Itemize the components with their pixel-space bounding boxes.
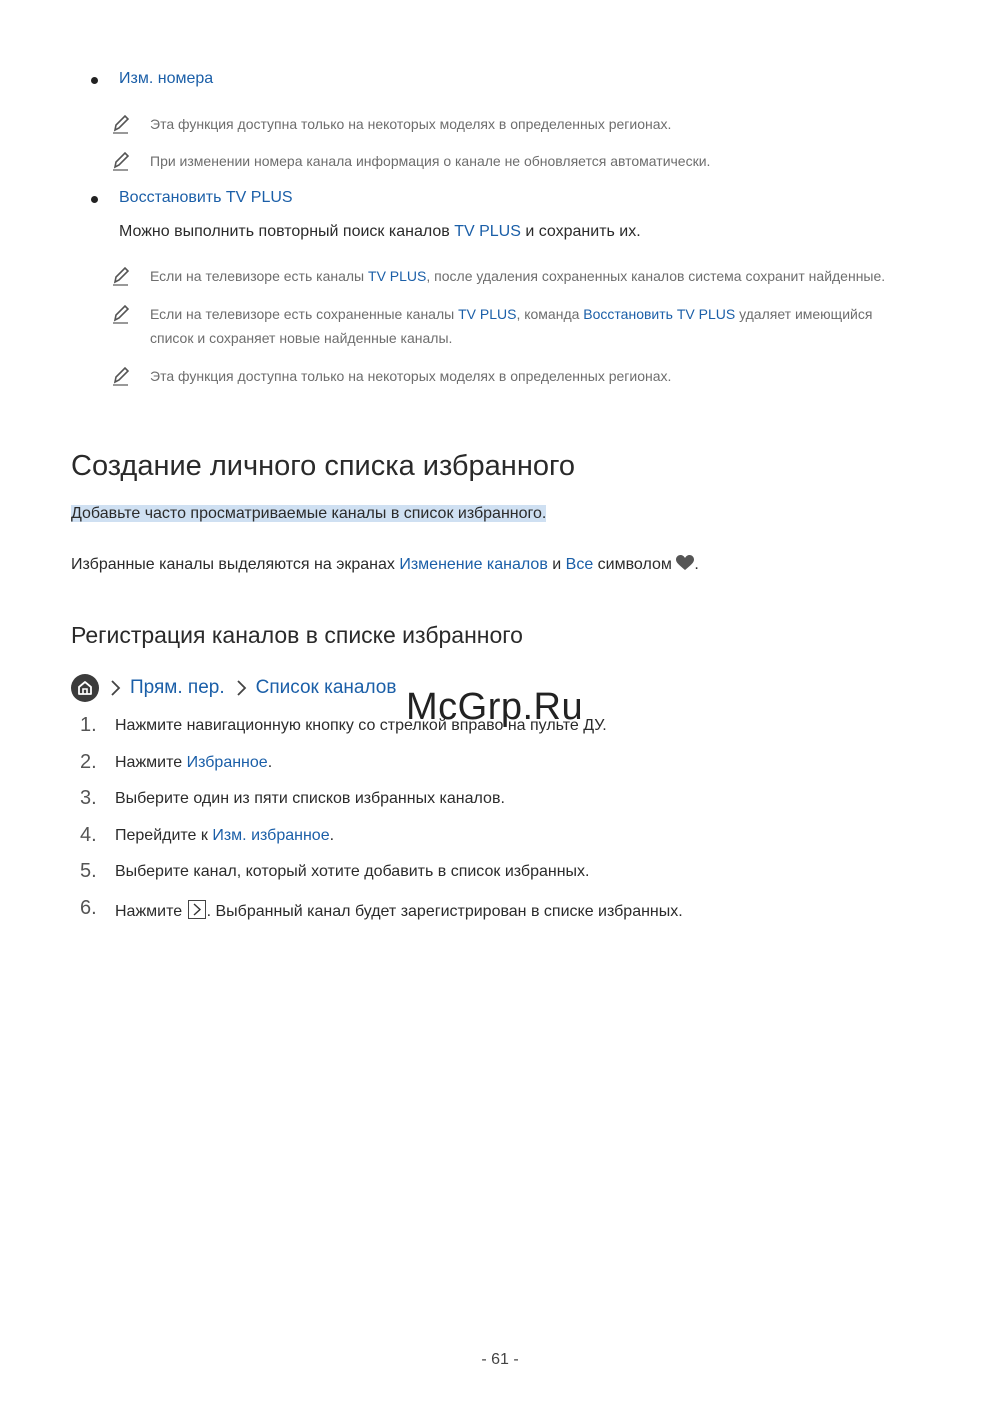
- step-number: 2.: [80, 751, 97, 773]
- note-text: Эта функция доступна только на некоторых моделях в определенных регионах.: [150, 116, 672, 132]
- step-number: 5.: [80, 860, 97, 882]
- text: удаляет имеющийся: [735, 306, 873, 322]
- text: , после удаления сохраненных каналов система сохранит найденные.: [426, 268, 886, 284]
- all-link: Все: [565, 556, 594, 573]
- highlight-text: Добавьте часто просматриваемые каналы в список избранного.: [71, 505, 547, 522]
- step-number: 1.: [80, 714, 97, 736]
- edit-channels-link: Изменение каналов: [399, 556, 548, 573]
- pencil-icon: [112, 266, 130, 286]
- chevron-right-icon: [105, 678, 125, 698]
- text: Можно выполнить повторный поиск каналов: [119, 223, 455, 240]
- subsection-title: Регистрация каналов в списке избранного: [71, 622, 523, 648]
- text: Перейдите к: [115, 827, 213, 844]
- item-title-change-number[interactable]: Изм. номера: [119, 70, 214, 87]
- step-number: 6.: [80, 897, 97, 919]
- favorites-description: [71, 555, 699, 574]
- highlighted-intro: [71, 505, 546, 523]
- text: Нажмите: [115, 903, 187, 920]
- item-title-restore-tvplus[interactable]: Восстановить TV PLUS: [119, 189, 293, 206]
- text: Нажмите: [115, 754, 187, 771]
- pencil-icon: [112, 304, 130, 324]
- bullet-dot: [91, 77, 98, 84]
- step-text: Выберите канал, который хотите добавить в список избранных.: [115, 863, 590, 880]
- text: и: [547, 556, 566, 573]
- bullet-dot: [91, 196, 98, 203]
- note-text: При изменении номера канала информация о канале не обновляется автоматически.: [150, 153, 711, 169]
- page-number: - 61 -: [481, 1351, 519, 1368]
- step-text: Выберите один из пяти списков избранных каналов.: [115, 790, 505, 807]
- text: список и сохраняет новые найденные каналы.: [150, 330, 453, 346]
- tvplus-link: TV PLUS: [454, 223, 521, 240]
- note-text: [150, 302, 920, 350]
- note-text: [150, 264, 920, 288]
- text: . Выбранный канал будет зарегистрирован в списке избранных.: [206, 903, 683, 920]
- step-number: 4.: [80, 824, 97, 846]
- right-arrow-button-icon: [188, 900, 206, 919]
- tvplus-link: TV PLUS: [458, 306, 517, 322]
- chevron-right-icon: [231, 678, 251, 698]
- edit-favorites-link: Изм. избранное: [212, 827, 330, 844]
- text: .: [329, 827, 335, 844]
- step-text: Нажмите навигационную кнопку со стрелкой вправо на пульте ДУ.: [115, 717, 607, 734]
- tvplus-link: TV PLUS: [368, 268, 427, 284]
- note-text: Эта функция доступна только на некоторых моделях в определенных регионах.: [150, 368, 672, 384]
- restore-description: [119, 223, 641, 241]
- breadcrumb-channel-list[interactable]: Список каналов: [255, 677, 397, 698]
- section-title: Создание личного списка избранного: [71, 450, 576, 482]
- text: , команда: [516, 306, 584, 322]
- restore-tvplus-link: Восстановить TV PLUS: [583, 306, 736, 322]
- text: .: [267, 754, 273, 771]
- step-number: 3.: [80, 787, 97, 809]
- step-text: [115, 827, 334, 845]
- pencil-icon: [112, 114, 130, 134]
- text: .: [694, 556, 699, 573]
- home-icon[interactable]: [71, 674, 99, 702]
- pencil-icon: [112, 366, 130, 386]
- breadcrumb-live-tv[interactable]: Прям. пер.: [130, 677, 225, 698]
- step-text: [115, 900, 683, 921]
- pencil-icon: [112, 151, 130, 171]
- text: Избранные каналы выделяются на экранах: [71, 556, 400, 573]
- favorites-link: Избранное: [186, 754, 268, 771]
- heart-icon: [676, 555, 694, 571]
- step-text: [115, 754, 272, 772]
- text: Если на телевизоре есть сохраненные каналы: [150, 306, 459, 322]
- text: символом: [593, 556, 677, 573]
- text: и сохранить их.: [520, 223, 641, 240]
- watermark: McGrp.Ru: [406, 686, 584, 728]
- text: Если на телевизоре есть каналы: [150, 268, 369, 284]
- breadcrumb: [71, 674, 396, 702]
